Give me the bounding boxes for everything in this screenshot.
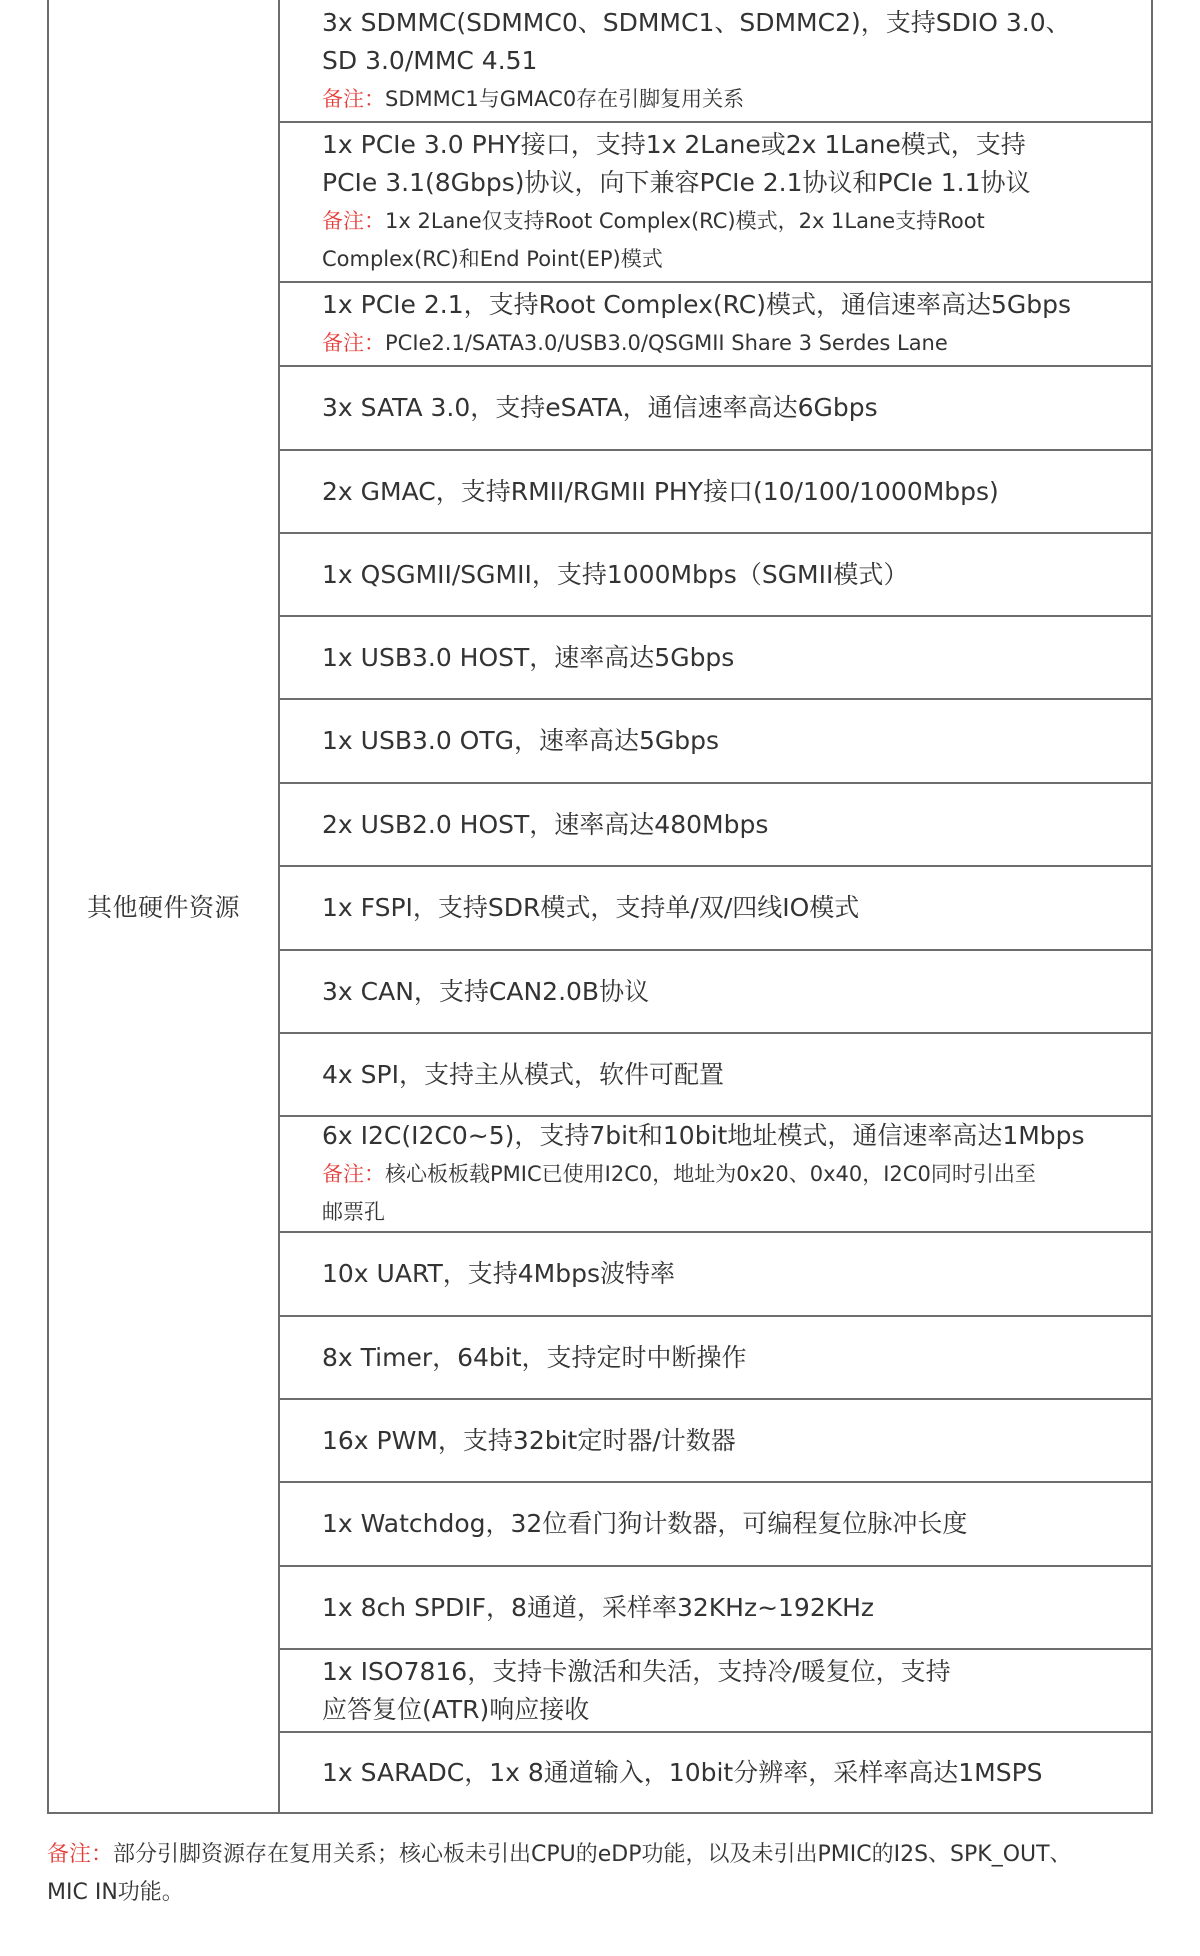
spec-row-iso7816 [280,1648,1151,1731]
section-label-cell [49,0,280,1812]
note-tag: 备注： [322,1162,385,1186]
note-tag: 备注： [322,86,385,111]
footnote [47,1836,1127,1912]
note-text: 1x 2Lane仅支持Root Complex(RC)模式，2x 1Lane支持Root Complex(RC)和End Point(EP)模式 [322,209,985,271]
spec-row-spi [280,1032,1151,1115]
spec-row-text: 1x PCIe 3.0 PHY接口，支持1x 2Lane或2x 1Lane模式，支持 PCIe 3.1(8Gbps)协议，向下兼容PCIe 2.1协议和PCIe 1.1协议 [322,130,1031,197]
spec-row-text: 1x FSPI，支持SDR模式，支持单/双/四线IO模式 [322,893,860,922]
spec-row-watchdog [280,1481,1151,1565]
spec-row-pcie21 [280,281,1151,365]
spec-row-text: 8x Timer，64bit，支持定时中断操作 [322,1342,747,1372]
spec-row-text: 1x 8ch SPDIF，8通道，采样率32KHz~192KHz [322,1592,875,1622]
spec-row-text: 3x SDMMC(SDMMC0、SDMMC1、SDMMC2)，支持SDIO 3.0、 SD 3.0/MMC 4.51 [322,7,1071,75]
spec-row-usb30-otg [280,698,1151,782]
spec-row-usb30-host [280,615,1151,698]
spec-row-can [280,949,1151,1032]
spec-row-text: 4x SPI，支持主从模式，软件可配置 [322,1059,724,1089]
spec-row-text: 3x SATA 3.0，支持eSATA，通信速率高达6Gbps [322,393,878,422]
spec-row-text: 1x Watchdog，32位看门狗计数器，可编程复位脉冲长度 [322,1509,968,1538]
spec-row-pcie30 [280,121,1151,281]
spec-row-fspi [280,865,1151,949]
spec-row-gmac [280,449,1151,532]
spec-row-text: 2x GMAC，支持RMII/RGMII PHY接口(10/100/1000Mbps) [322,476,999,506]
spec-row-text: 1x SARADC，1x 8通道输入，10bit分辨率，采样率高达1MSPS [322,1757,1043,1787]
spec-row-note [322,1155,1131,1231]
spec-row-i2c [280,1115,1151,1231]
spec-row-pwm [280,1398,1151,1481]
spec-row-note [322,324,1131,362]
spec-row-text: 1x QSGMII/SGMII，支持1000Mbps（SGMII模式） [322,559,909,589]
spec-row-text: 10x UART，支持4Mbps波特率 [322,1259,676,1288]
spec-row-note [322,80,1131,118]
footnote-tag: 备注： [47,1842,114,1867]
spec-row-text: 1x USB3.0 HOST，速率高达5Gbps [322,642,735,672]
spec-row-text: 16x PWM，支持32bit定时器/计数器 [322,1425,736,1455]
note-text: SDMMC1与GMAC0存在引脚复用关系 [385,86,745,111]
footnote-text: 部分引脚资源存在复用关系；核心板未引出CPU的eDP功能，以及未引出PMIC的I2S、SPK_OUT、 MIC IN功能。 [47,1842,1072,1905]
spec-row-usb20-host [280,782,1151,865]
spec-row-timer [280,1315,1151,1398]
spec-row-text: 3x CAN，支持CAN2.0B协议 [322,976,650,1006]
note-text: 核心板板载PMIC已使用I2C0，地址为0x20、0x40，I2C0同时引出至 邮票孔 [322,1162,1036,1224]
spec-row-note [322,202,1131,278]
spec-row-saradc [280,1731,1151,1812]
spec-row-text: 1x ISO7816，支持卡激活和失活，支持冷/暖复位，支持 应答复位(ATR)响应接收 [322,1656,951,1724]
spec-row-text: 6x I2C(I2C0~5)，支持7bit和10bit地址模式，通信速率高达1Mbps [322,1121,1085,1150]
section-label: 其他硬件资源 [86,893,240,922]
spec-row-text: 1x PCIe 2.1，支持Root Complex(RC)模式，通信速率高达5Gbps [322,290,1072,319]
spec-row-sdmmc [280,0,1151,121]
spec-row-text: 1x USB3.0 OTG，速率高达5Gbps [322,726,720,755]
note-tag: 备注： [322,331,385,355]
spec-row-spdif [280,1565,1151,1648]
spec-table [47,0,1153,1814]
spec-row-sata [280,365,1151,449]
spec-row-qsgmii [280,532,1151,615]
spec-row-text: 2x USB2.0 HOST，速率高达480Mbps [322,809,769,839]
note-text: PCIe2.1/SATA3.0/USB3.0/QSGMII Share 3 Serdes Lane [385,331,948,355]
spec-row-uart [280,1231,1151,1315]
note-tag: 备注： [322,209,385,233]
